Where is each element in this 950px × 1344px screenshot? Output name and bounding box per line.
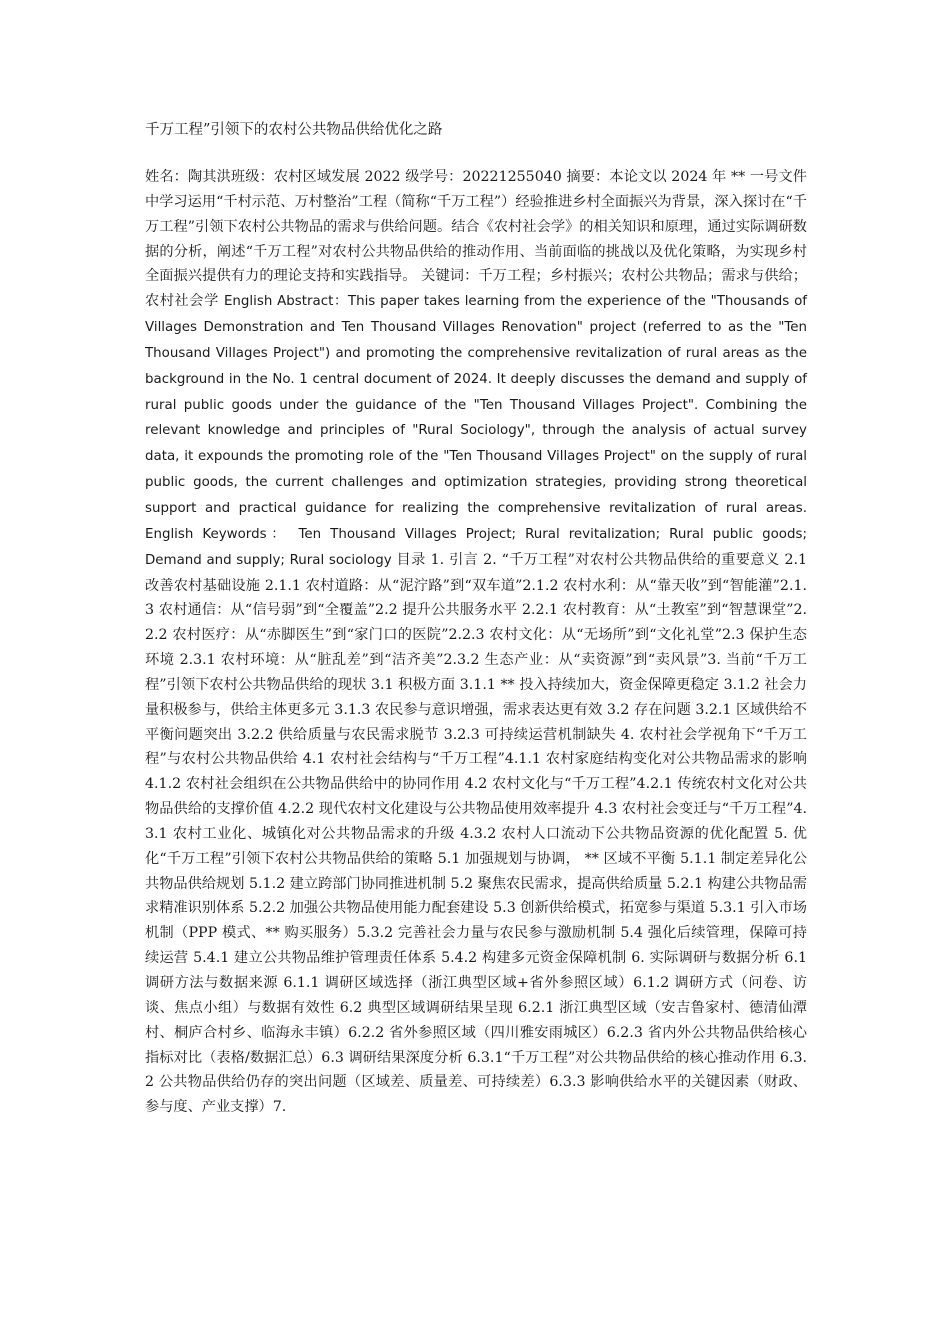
document-body [145, 165, 807, 1120]
abstract-english: English Abstract：This paper takes learning from the experience of the "Thousands of Villages Demonstration and Ten Thousand Villages Renovation" project (referred to as the "Ten Thousand Villages Project") and promoting the comprehensive revitalization of rural areas as the background in the No. 1 central document of 2024. It deeply discusses the demand and supply of rural public goods under the guidance of the "Ten Thousand Villages Project". Combining the relevant knowledge and principles of "Rural Sociology", through the analysis of actual survey data, it expounds the promoting role of the "Ten Thousand Villages Project" on the supply of rural public goods, the current challenges and optimization strategies, providing strong theoretical support and practical guidance for realizing the comprehensive revitalization of rural areas. English Keywords： Ten Thousand Villages Project; Rural revitalization; Rural public goods; Demand and supply; Rural sociology [145, 294, 807, 568]
document-title: 千万工程”引领下的农村公共物品供给优化之路 [145, 122, 443, 138]
abstract-chinese: 姓名：陶其洪班级：农村区域发展 2022 级学号：20221255040 摘要：本论文以 2024 年 ** 一号文件中学习运用“千村示范、万村整治”工程（简称“千万工程”）经验推进乡村全面振兴为背景，深入探讨在“千万工程”引领下农村公共物品的需求与供给问题。结合《农村社会学》的相关知识和原理，通过实际调研数据的分析，阐述“千万工程”对农村公共物品供给的推动作用、当前面临的挑战以及优化策略，为实现乡村全面振兴提供有力的理论支持和实践指导。 关键词：千万工程；乡村振兴；农村公共物品；需求与供给；农村社会学 [145, 169, 807, 310]
table-of-contents: 目录 1. 引言 2. “千万工程”对农村公共物品供给的重要意义 2.1 改善农村基础设施 2.1.1 农村道路：从“泥泞路”到“双车道”2.1.2 农村水利：从“靠天收”到“智能灌”2.1.3 农村通信：从“信号弱”到“全覆盖”2.2 提升公共服务水平 2.2.1 农村教育：从“土教室”到“智慧课堂”2.2.2 农村医疗：从“赤脚医生”到“家门口的医院”2.2.3 农村文化：从“无场所”到“文化礼堂”2.3 保护生态环境 2.3.1 农村环境：从“脏乱差”到“洁齐美”2.3.2 生态产业：从“卖资源”到“卖风景”3. 当前“千万工程”引领下农村公共物品供给的现状 3.1 积极方面 3.1.1 ** 投入持续加大，资金保障更稳定 3.1.2 社会力量积极参与，供给主体更多元 3.1.3 农民参与意识增强，需求表达更有效 3.2 存在问题 3.2.1 区域供给不平衡问题突出 3.2.2 供给质量与农民需求脱节 3.2.3 可持续运营机制缺失 4. 农村社会学视角下“千万工程”与农村公共物品供给 4.1 农村社会结构与“千万工程”4.1.1 农村家庭结构变化对公共物品需求的影响 4.1.2 农村社会组织在公共物品供给中的协同作用 4.2 农村文化与“千万工程”4.2.1 传统农村文化对公共物品供给的支撑价值 4.2.2 现代农村文化建设与公共物品使用效率提升 4.3 农村社会变迁与“千万工程”4.3.1 农村工业化、城镇化对公共物品需求的升级 4.3.2 农村人口流动下公共物品资源的优化配置 5. 优化“千万工程”引领下农村公共物品供给的策略 5.1 加强规划与协调， ** 区域不平衡 5.1.1 制定差异化公共物品供给规划 5.1.2 建立跨部门协同推进机制 5.2 聚焦农民需求，提高供给质量 5.2.1 构建公共物品需求精准识别体系 5.2.2 加强公共物品使用能力配套建设 5.3 创新供给模式，拓宽参与渠道 5.3.1 引入市场机制（PPP 模式、** 购买服务）5.3.2 完善社会力量与农民参与激励机制 5.4 强化后续管理，保障可持续运营 5.4.1 建立公共物品维护管理责任体系 5.4.2 构建多元资金保障机制 6. 实际调研与数据分析 6.1 调研方法与数据来源 6.1.1 调研区域选择（浙江典型区域+省外参照区域）6.1.2 调研方式（问卷、访谈、焦点小组）与数据有效性 6.2 典型区域调研结果呈现 6.2.1 浙江典型区域（安吉鲁家村、德清仙潭村、桐庐合村乡、临海永丰镇）6.2.2 省外参照区域（四川雅安雨城区）6.2.3 省内外公共物品供给核心指标对比（表格/数据汇总）6.3 调研结果深度分析 6.3.1“千万工程”对公共物品供给的核心推动作用 6.3.2 公共物品供给仍存的突出问题（区域差、质量差、可持续差）6.3.3 影响供给水平的关键因素（财政、参与度、产业支撑）7. [145, 551, 808, 1116]
